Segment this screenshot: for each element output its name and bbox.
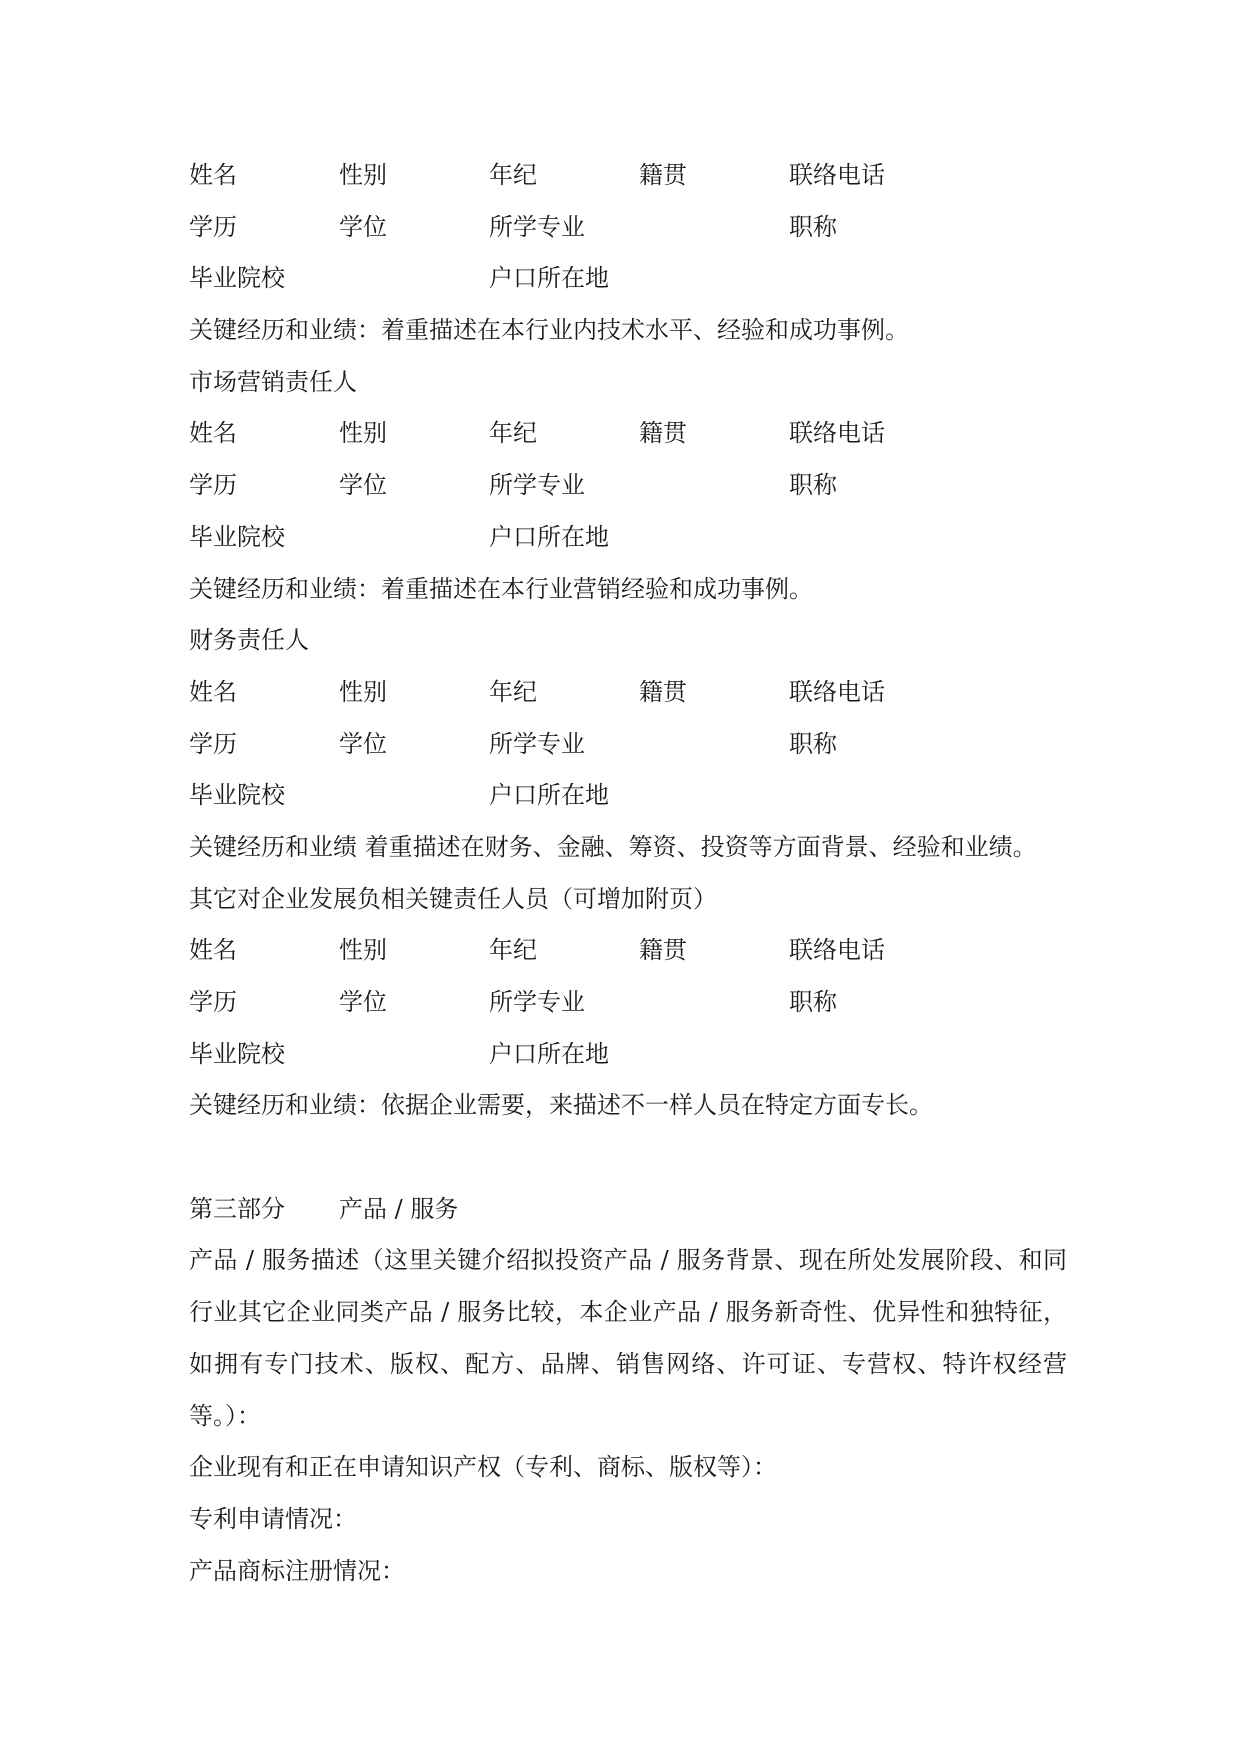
field-phone: 联络电话 <box>789 936 885 965</box>
person-info-row-1 <box>189 925 1069 977</box>
field-title: 职称 <box>789 212 837 241</box>
person-info-row-1 <box>189 408 1069 460</box>
field-title: 职称 <box>789 988 837 1016</box>
field-name: 姓名 <box>189 161 237 189</box>
patent-line: 专利申请情况： <box>189 1504 357 1533</box>
field-native-place: 籍贯 <box>639 419 687 448</box>
field-degree: 学位 <box>339 729 387 758</box>
blank-line <box>189 1132 1069 1184</box>
field-school: 毕业院校 <box>189 781 285 810</box>
field-hukou: 户口所在地 <box>489 781 609 810</box>
field-phone: 联络电话 <box>789 161 885 189</box>
field-school: 毕业院校 <box>189 264 285 293</box>
field-major: 所学专业 <box>489 471 585 500</box>
experience-text: 关键经历和业绩：着重描述在本行业内技术水平、经验和成功事例。 <box>189 316 909 345</box>
field-hukou: 户口所在地 <box>489 1039 609 1068</box>
field-hukou: 户口所在地 <box>489 264 609 293</box>
experience-text: 关键经历和业绩：依据企业需要，来描述不一样人员在特定方面专长。 <box>189 1091 933 1120</box>
field-native-place: 籍贯 <box>639 936 687 965</box>
experience-text: 关键经历和业绩 着重描述在财务、金融、筹资、投资等方面背景、经验和业绩。 <box>189 832 1037 861</box>
field-education: 学历 <box>189 729 237 758</box>
section-title-other-personnel: 其它对企业发展负相关键责任人员（可增加附页） <box>189 884 717 913</box>
field-phone: 联络电话 <box>789 677 885 706</box>
field-gender: 性别 <box>339 677 387 706</box>
field-education: 学历 <box>189 212 237 241</box>
field-major: 所学专业 <box>489 729 585 758</box>
part-title: 产品 / 服务 <box>339 1194 459 1223</box>
field-degree: 学位 <box>339 471 387 500</box>
person-info-row-2 <box>189 977 1069 1029</box>
field-name: 姓名 <box>189 936 237 965</box>
part-heading <box>189 1184 1069 1236</box>
field-degree: 学位 <box>339 212 387 241</box>
product-description: 产品 / 服务描述（这里关键介绍拟投资产品 / 服务背景、现在所处发展阶段、和同行业其它企业同类产品 / 服务比较，本企业产品 / 服务新奇性、优异性和独特征，如拥有专门技术、版权、配方、品牌、销售网络、许可证、专营权、特许权经营等。）： <box>189 1246 1067 1430</box>
person-info-row-3 <box>189 770 1069 822</box>
person-info-row-3 <box>189 253 1069 305</box>
person-info-row-2 <box>189 719 1069 771</box>
document-page <box>189 150 1069 1597</box>
person-info-row-3 <box>189 512 1069 564</box>
field-phone: 联络电话 <box>789 419 885 448</box>
field-name: 姓名 <box>189 419 237 448</box>
person-info-row-2 <box>189 460 1069 512</box>
trademark-line: 产品商标注册情况： <box>189 1556 405 1585</box>
field-gender: 性别 <box>339 419 387 448</box>
field-title: 职称 <box>789 729 837 758</box>
field-major: 所学专业 <box>489 212 585 241</box>
field-age: 年纪 <box>489 419 537 448</box>
field-gender: 性别 <box>339 936 387 965</box>
person-info-row-3 <box>189 1029 1069 1081</box>
field-native-place: 籍贯 <box>639 161 687 189</box>
field-age: 年纪 <box>489 677 537 706</box>
field-degree: 学位 <box>339 988 387 1016</box>
field-age: 年纪 <box>489 936 537 965</box>
person-info-row-2 <box>189 202 1069 254</box>
field-school: 毕业院校 <box>189 522 285 551</box>
field-school: 毕业院校 <box>189 1039 285 1068</box>
field-native-place: 籍贯 <box>639 677 687 706</box>
person-info-row-1 <box>189 150 1069 202</box>
field-education: 学历 <box>189 988 237 1016</box>
person-info-row-1 <box>189 667 1069 719</box>
field-education: 学历 <box>189 471 237 500</box>
ip-line: 企业现有和正在申请知识产权（专利、商标、版权等）： <box>189 1453 777 1482</box>
field-gender: 性别 <box>339 161 387 189</box>
field-title: 职称 <box>789 471 837 500</box>
field-name: 姓名 <box>189 677 237 706</box>
section-title-marketing: 市场营销责任人 <box>189 367 357 396</box>
section-title-finance: 财务责任人 <box>189 626 309 655</box>
field-hukou: 户口所在地 <box>489 522 609 551</box>
field-major: 所学专业 <box>489 988 585 1016</box>
field-age: 年纪 <box>489 161 537 189</box>
part-number: 第三部分 <box>189 1194 285 1223</box>
experience-text: 关键经历和业绩：着重描述在本行业营销经验和成功事例。 <box>189 574 813 603</box>
